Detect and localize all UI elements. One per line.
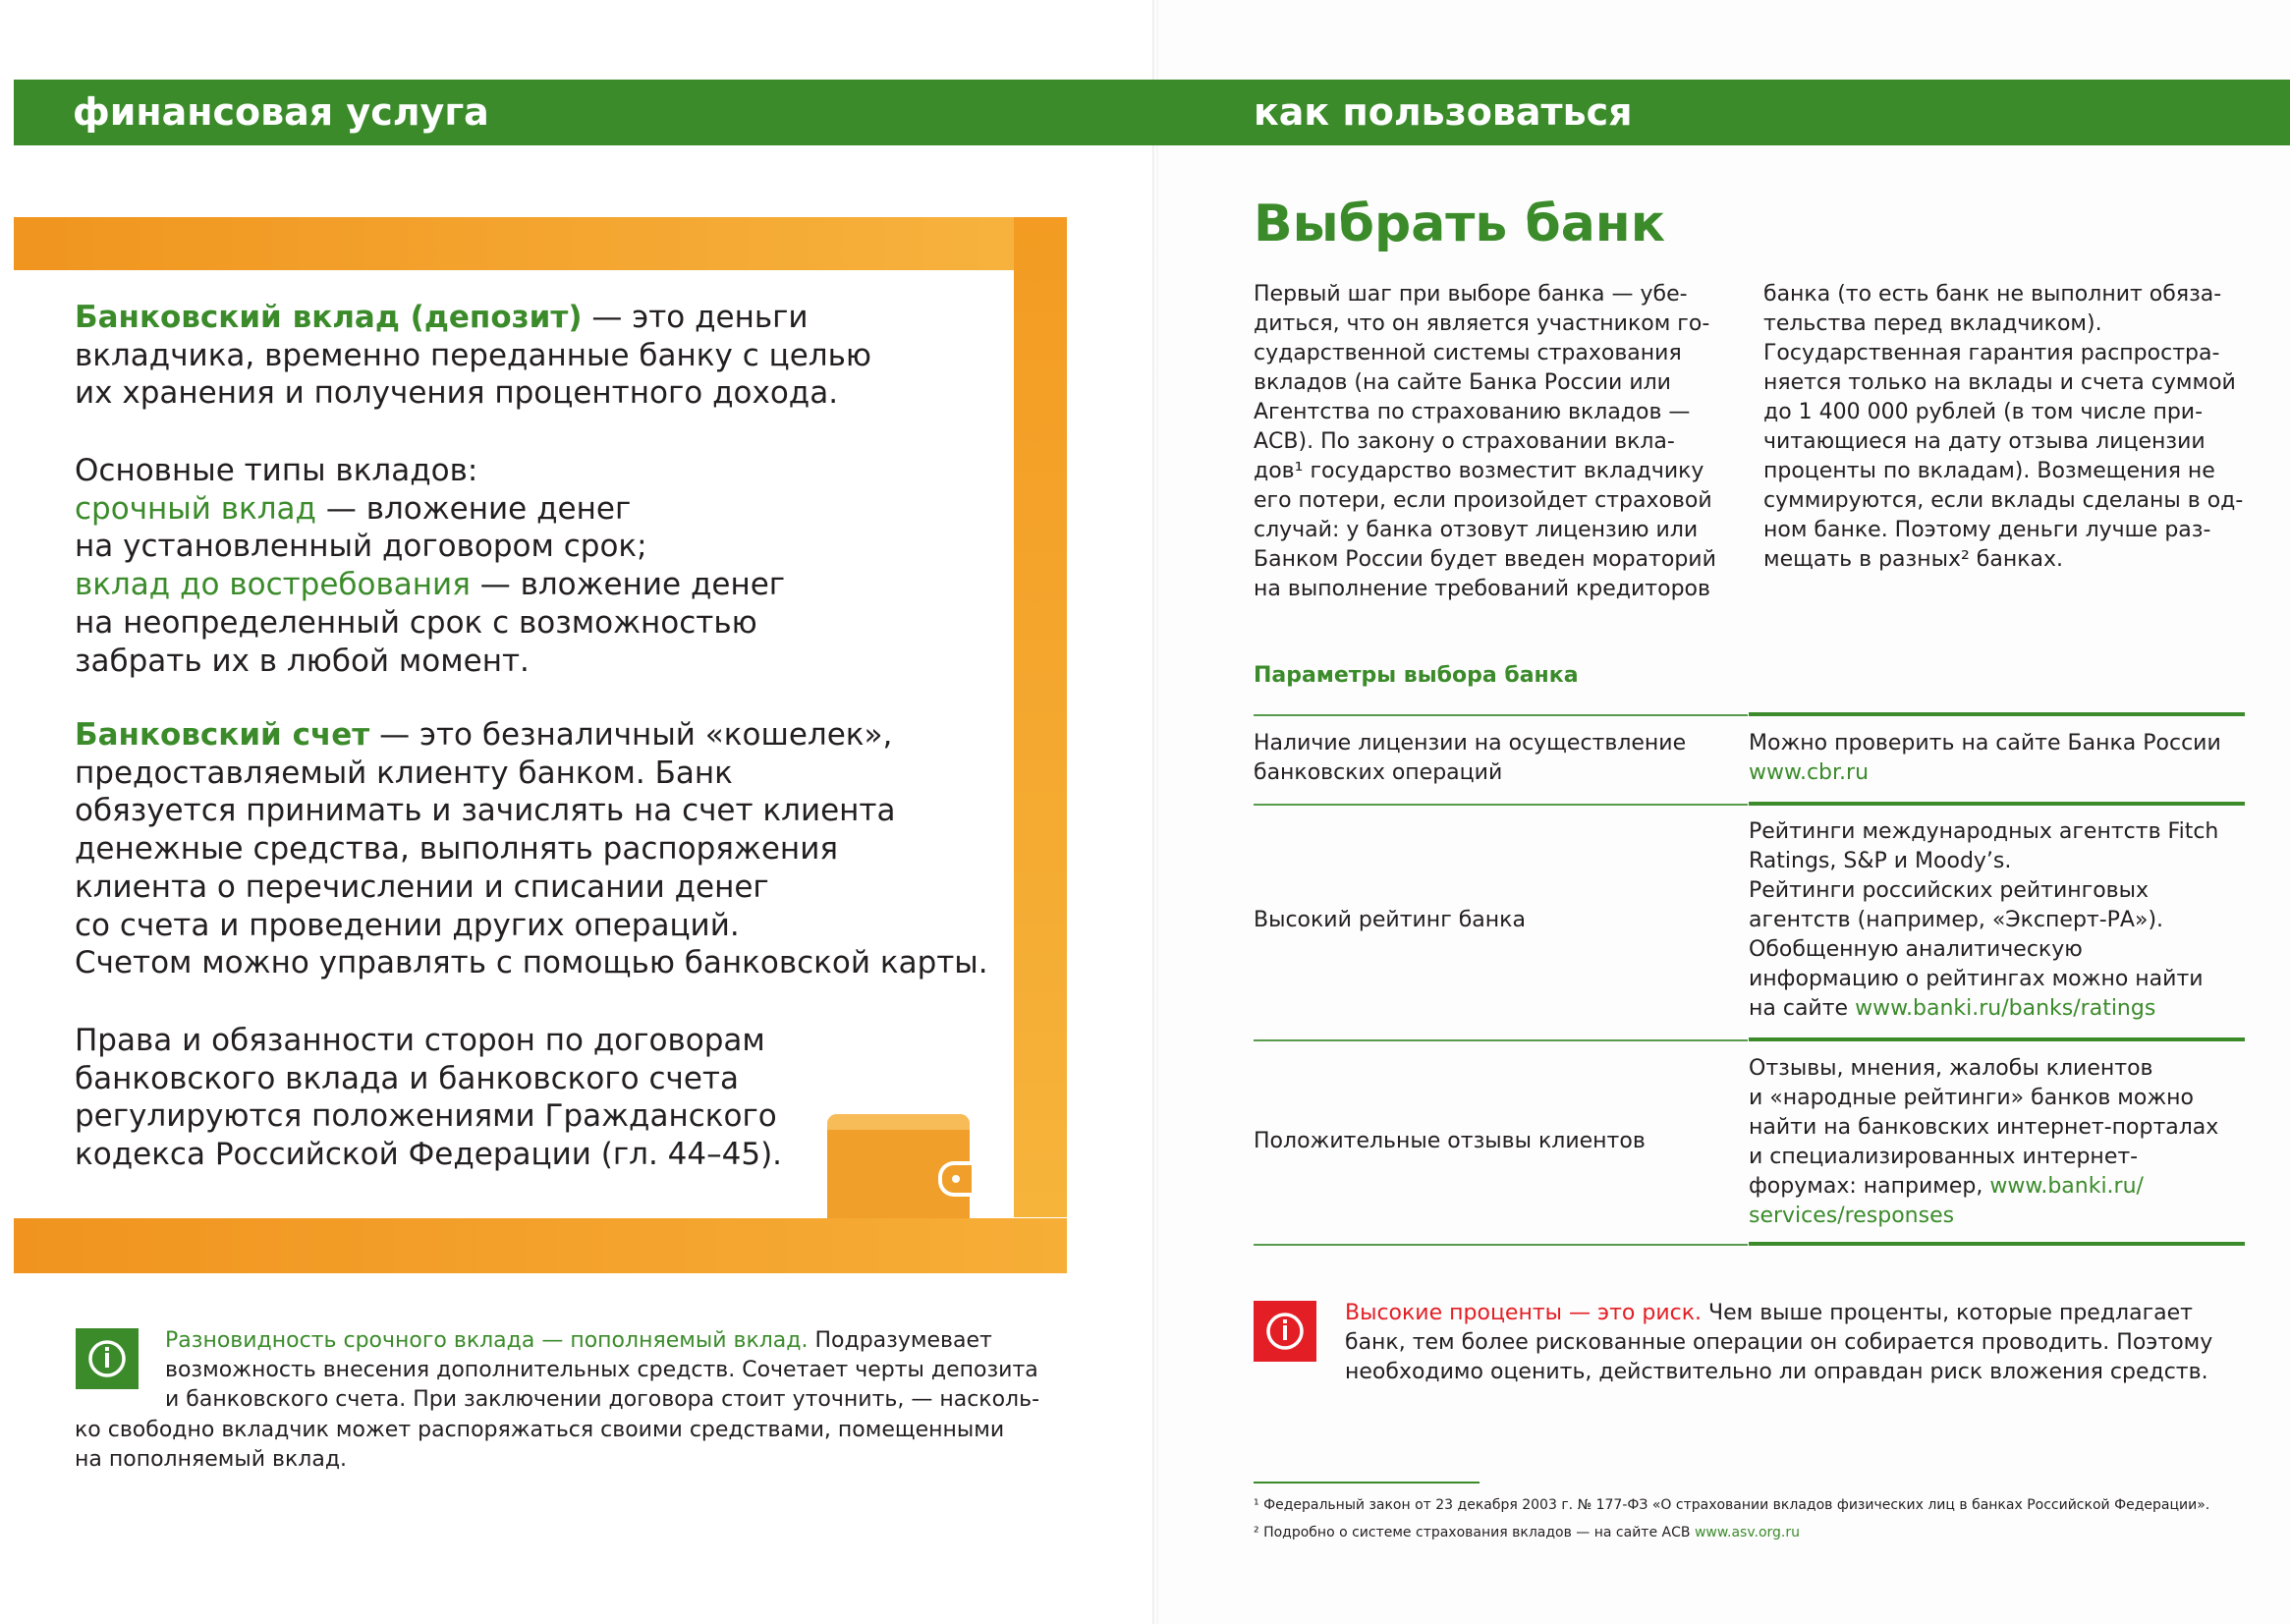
table-rule [1254, 1039, 1748, 1041]
account-def: — это безналичный «кошелек», [369, 717, 893, 753]
info-note-first-lines [165, 1326, 1069, 1416]
page-spine [1152, 0, 1158, 1624]
table-row [1254, 906, 1725, 935]
account-line: клиента о перечислении и списании денег [75, 868, 769, 905]
warning-rest: Чем выше проценты, которые предлагает [1702, 1301, 2193, 1325]
account-line: обязуется принимать и зачислять на счет клиента [75, 793, 896, 829]
rights-paragraph [75, 1022, 782, 1174]
term-deposit-line: на установленный договором срок; [75, 529, 647, 565]
account-line: Счетом можно управлять с помощью банковской карты. [75, 945, 988, 981]
info-note-line: возможность внесения дополнительных средств. Сочетает черты депозита [165, 1358, 1038, 1383]
warning-line: банк, тем более рискованные операции он собирается проводить. Поэтому [1345, 1330, 2213, 1355]
account-term: Банковский счет [75, 717, 370, 753]
intro-line: до 1 400 000 рублей (в том числе при- [1763, 400, 2204, 424]
table-rule [1254, 714, 1748, 716]
table-rule [1749, 1242, 2245, 1246]
info-note-highlight: Разновидность срочного вклада — пополняемый вклад. [165, 1328, 809, 1353]
deposit-line: их хранения и получения процентного дохода. [75, 375, 839, 412]
footnote-1: ¹ Федеральный закон от 23 декабря 2003 г. № 177-ФЗ «О страховании вкладов физических лиц в банках Российской Федерации». [1254, 1497, 2210, 1513]
types-heading: Основные типы вкладов: [75, 453, 478, 488]
footnote-2-text: ² Подробно о системе страхования вкладов — на сайте АСВ [1254, 1525, 1695, 1540]
param-desc: и специализированных интернет- [1749, 1145, 2139, 1169]
term-deposit-def: — вложение денег [316, 490, 632, 527]
intro-line: няется только на вклады и счета суммой [1763, 370, 2236, 395]
info-icon [76, 1328, 139, 1389]
responses-link[interactable]: www.banki.ru/ [1989, 1174, 2144, 1199]
footnote-2 [1254, 1523, 1800, 1542]
deposit-def: — это деньги [582, 300, 809, 335]
table-row-desc [1749, 729, 2250, 788]
param-desc: найти на банковских интернет-порталах [1749, 1115, 2219, 1140]
param-desc: на сайте [1749, 996, 1856, 1021]
right-header-bar [1155, 80, 2290, 145]
rights-line: кодекса Российской Федерации (гл. 44–45). [75, 1137, 783, 1173]
responses-link-cont[interactable]: services/responses [1749, 1204, 1955, 1228]
right-header-title: как пользоваться [1254, 90, 1633, 134]
intro-line: диться, что он является участником го- [1254, 311, 1710, 336]
table-rule [1254, 1244, 1748, 1246]
table-row-desc [1749, 817, 2250, 1024]
param-desc: Отзывы, мнения, жалобы клиентов [1749, 1056, 2153, 1081]
info-note-last-lines [75, 1416, 1067, 1475]
param-label: банковских операций [1254, 760, 1503, 785]
param-desc: агентств (например, «Эксперт-РА»). [1749, 908, 2164, 932]
intro-line: случай: у банка отзовут лицензию или [1254, 518, 1699, 542]
deposit-definition [75, 299, 871, 413]
demand-deposit-def: — вложение денег [470, 567, 786, 603]
rights-line: банковского вклада и банковского счета [75, 1060, 739, 1096]
rights-line: Права и обязанности сторон по договорам [75, 1023, 765, 1058]
account-line: денежные средства, выполнять распоряжения [75, 831, 838, 868]
orange-frame-right [1014, 217, 1067, 1217]
param-desc: Рейтинги международных агентств Fitch [1749, 819, 2219, 844]
info-note-line: на пополняемый вклад. [75, 1447, 348, 1473]
warning-highlight: Высокие проценты — это риск. [1345, 1301, 1702, 1325]
footnote-rule [1254, 1482, 1480, 1484]
intro-line: на выполнение требований кредиторов [1254, 577, 1710, 601]
params-heading: Параметры выбора банка [1254, 663, 1579, 688]
intro-line: дов¹ государство возместит вкладчику [1254, 459, 1704, 483]
table-rule [1749, 712, 2245, 716]
orange-frame-bottom [14, 1218, 1067, 1273]
orange-frame-top [14, 217, 1067, 270]
param-desc: Рейтинги российских рейтинговых [1749, 878, 2150, 903]
table-rule [1749, 1037, 2245, 1041]
param-desc: Ratings, S&P и Moody’s. [1749, 849, 2012, 873]
deposit-line: вкладчика, временно переданные банку с целью [75, 337, 871, 373]
table-row [1254, 1127, 1725, 1156]
asv-link[interactable]: www.asv.org.ru [1694, 1525, 1801, 1540]
page-title: Выбрать банк [1254, 195, 1666, 253]
intro-line: Государственная гарантия распростра- [1763, 341, 2220, 365]
intro-line: проценты по вкладам). Возмещения не [1763, 459, 2215, 483]
intro-line: Агентства по страхованию вкладов — [1254, 400, 1691, 424]
param-desc: Можно проверить на сайте Банка России [1749, 731, 2221, 756]
param-desc: информацию о рейтингах можно найти [1749, 967, 2204, 991]
account-definition [75, 716, 988, 982]
info-note-line: ко свободно вкладчик может распоряжаться своими средствами, помещенными [75, 1418, 1005, 1442]
param-label: Наличие лицензии на осуществление [1254, 731, 1687, 756]
account-line: предоставляемый клиенту банком. Банк [75, 755, 733, 791]
warning-note [1345, 1299, 2268, 1387]
info-note-line: и банковского счета. При заключении договора стоит уточнить, — насколь- [165, 1387, 1040, 1413]
left-header-bar [14, 80, 1155, 145]
deposit-types [75, 452, 785, 680]
intro-line: тельства перед вкладчиком). [1763, 311, 2102, 336]
intro-line: ном банке. Поэтому деньги лучше раз- [1763, 518, 2211, 542]
intro-line: мещать в разных² банках. [1763, 547, 2064, 572]
intro-line: сударственной системы страхования [1254, 341, 1682, 365]
ratings-link[interactable]: www.banki.ru/banks/ratings [1855, 996, 2156, 1021]
intro-column-1 [1254, 280, 1733, 604]
demand-deposit-line: на неопределенный срок с возможностью [75, 604, 757, 641]
intro-line: суммируются, если вклады сделаны в од- [1763, 488, 2244, 513]
term-deposit-label: срочный вклад [75, 490, 316, 527]
param-label: Положительные отзывы клиентов [1254, 1129, 1646, 1153]
intro-line: Первый шаг при выборе банка — убе- [1254, 282, 1688, 307]
intro-line: АСВ). По закону о страховании вкла- [1254, 429, 1675, 454]
demand-deposit-line: забрать их в любой момент. [75, 643, 530, 679]
param-label: Высокий рейтинг банка [1254, 908, 1526, 932]
left-header-title: финансовая услуга [73, 90, 489, 134]
table-row-desc [1749, 1054, 2250, 1231]
demand-deposit-label: вклад до востребования [75, 567, 471, 603]
param-desc: форумах: например, [1749, 1174, 1990, 1199]
account-line: со счета и проведении других операций. [75, 907, 740, 943]
cbr-link[interactable]: www.cbr.ru [1749, 760, 1870, 785]
intro-line: вкладов (на сайте Банка России или [1254, 370, 1671, 395]
table-row [1254, 729, 1725, 788]
intro-column-2 [1763, 280, 2255, 575]
intro-line: читающиеся на дату отзыва лицензии [1763, 429, 2206, 454]
warning-line: необходимо оценить, действительно ли оправдан риск вложения средств. [1345, 1360, 2208, 1384]
deposit-term: Банковский вклад (депозит) [75, 300, 583, 335]
intro-line: Банком России будет введен мораторий [1254, 547, 1716, 572]
intro-line: его потери, если произойдет страховой [1254, 488, 1712, 513]
table-rule [1254, 804, 1748, 806]
param-desc: Обобщенную аналитическую [1749, 937, 2083, 962]
info-note-rest: Подразумевает [808, 1328, 992, 1353]
table-rule [1749, 802, 2245, 806]
param-desc: и «народные рейтинги» банков можно [1749, 1086, 2194, 1110]
intro-line: банка (то есть банк не выполнит обяза- [1763, 282, 2222, 307]
rights-line: регулируются положениями Гражданского [75, 1098, 777, 1135]
wallet-icon [827, 1114, 970, 1218]
warning-info-icon [1254, 1301, 1316, 1362]
